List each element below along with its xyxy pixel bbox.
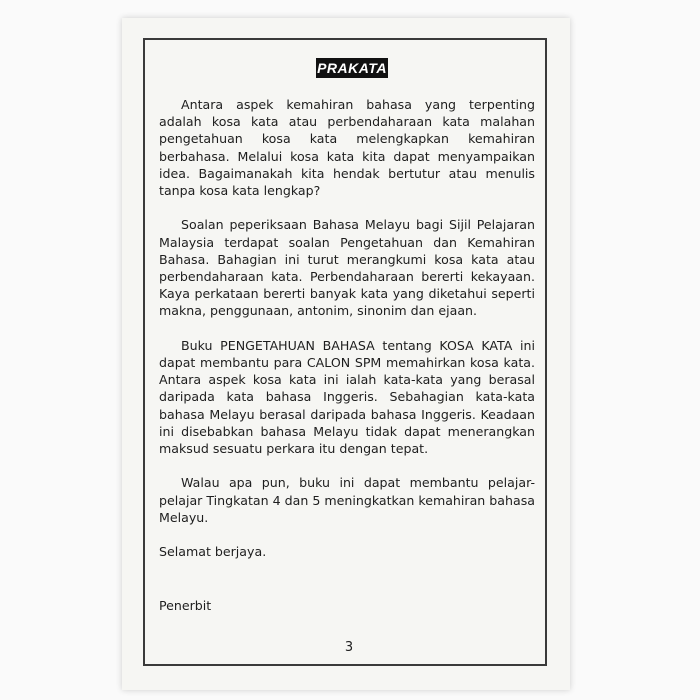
closing-line: Selamat berjaya. — [159, 544, 267, 560]
page-number: 3 — [344, 640, 354, 655]
preface-body — [159, 96, 535, 560]
paragraph-4: Walau apa pun, buku ini dapat membantu pelajar-pelajar Tingkatan 4 dan 5 meningkatkan kemahiran bahasa Melayu. — [159, 475, 535, 525]
paragraph-3: Buku PENGETAHUAN BAHASA tentang KOSA KATA ini dapat membantu para CALON SPM memahirkan kosa kata. Antara aspek kosa kata ini ialah kata-kata yang berasal daripada kata bahasa Inggeris. Sebahagian kata-kata bahasa Melayu berasal daripada bahasa Inggeris. Keadaan ini disebabkan bahasa Melayu tidak dapat menerangkan maksud sesuatu perkara itu dengan tepat. — [159, 337, 535, 457]
paragraph-2: Soalan peperiksaan Bahasa Melayu bagi Sijil Pelajaran Malaysia terdapat soalan Pengetahuan dan Kemahiran Bahasa. Bahagian ini turut merangkumi kosa kata atau perbendaharaan kata. Perbendaharaan bererti kekayaan. Kaya perkataan bererti banyak kata yang diketahui seperti makna, penggunaan, antonim, sinonim dan ejaan. — [159, 217, 535, 319]
paragraph-1: Antara aspek kemahiran bahasa yang terpenting adalah kosa kata atau perbendaharaan kata malahan pengetahuan kosa kata melengkapkan kemahiran berbahasa. Melalui kosa kata kita dapat menyampaikan idea. Bagaimanakah kita hendak bertutur atau menulis tanpa kosa kata lengkap? — [159, 97, 535, 199]
page-title: PRAKATA — [317, 60, 387, 76]
publisher-signature: Penerbit — [159, 598, 212, 613]
